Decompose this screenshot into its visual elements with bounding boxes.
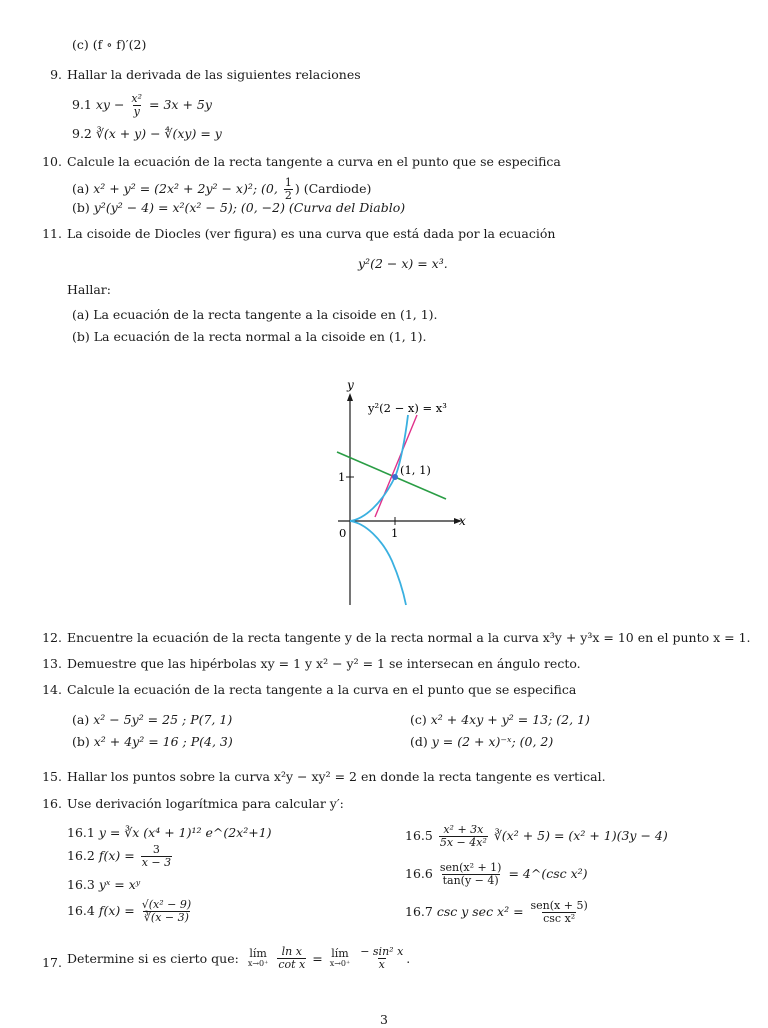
x-axis-label: x <box>459 514 466 528</box>
sub-item-16-2 <box>67 844 174 869</box>
question-text: Hallar los puntos sobre la curva x²y − xy² = 2 en donde la recta tangente es vertical. <box>67 769 606 784</box>
label: 9.2 <box>72 126 92 141</box>
fraction-1 <box>277 946 306 971</box>
label: (a) <box>72 307 90 322</box>
expression: yˣ = xʸ <box>98 877 141 892</box>
denominator: 5x − 4x² <box>439 836 487 850</box>
period: . <box>406 950 411 966</box>
question-text: Calcule la ecuación de la recta tangente a curva en el punto que se especifica <box>67 154 561 169</box>
question-number: 13. <box>42 656 62 671</box>
numerator: x² <box>131 92 143 105</box>
label: 16.4 <box>67 903 95 919</box>
expr-left: f(x) = <box>98 903 135 919</box>
numerator: ln x <box>281 945 302 958</box>
lim-word: lím <box>331 947 349 961</box>
fraction <box>439 824 488 849</box>
cissoid-figure <box>320 375 480 610</box>
question-number: 11. <box>42 226 62 241</box>
sub-item-16-1 <box>67 825 272 841</box>
sub-item-10a <box>72 177 371 202</box>
label: 16.7 <box>405 904 433 920</box>
fraction <box>530 900 589 925</box>
prev-item-c: (c) (f ∘ f)′(2) <box>72 37 147 52</box>
equals-sign: = <box>312 950 323 966</box>
y-axis-arrow <box>347 393 353 401</box>
fraction <box>284 177 293 202</box>
curve-label: y²(2 − x) = x³ <box>368 401 447 415</box>
denominator: x − 3 <box>141 856 172 870</box>
question-text: Calcule la ecuación de la recta tangente a la curva en el punto que se especifica <box>67 682 577 697</box>
expression: ∛(x + y) − ∜(xy) = y <box>95 126 222 141</box>
sub-item-11a <box>72 307 438 323</box>
numerator: sen(x + 5) <box>530 899 588 912</box>
label: 16.2 <box>67 848 95 864</box>
label: (b) <box>72 734 90 749</box>
text: La ecuación de la recta normal a la cisoide en (1, 1). <box>93 329 427 344</box>
numerator: 1 <box>284 176 292 189</box>
label: (a) <box>72 181 90 197</box>
question-17-line <box>67 946 410 971</box>
lim-sub: x→0⁺ <box>329 959 351 969</box>
denominator: tan(y − 4) <box>442 874 499 888</box>
question-number: 16. <box>42 796 62 811</box>
question-number: 9. <box>50 67 62 82</box>
fraction <box>141 844 172 869</box>
x-tick-label: 1 <box>391 526 399 540</box>
limit-2 <box>329 948 352 969</box>
numerator: √(x² − 9) <box>141 898 192 911</box>
sub-item-9-2 <box>72 126 222 142</box>
question-number: 15. <box>42 769 62 784</box>
sub-item-14c <box>410 712 590 728</box>
sub-item-9-1 <box>72 93 212 118</box>
sub-item-14a <box>72 712 232 728</box>
sub-item-14d <box>410 734 553 750</box>
denominator: csc x² <box>543 912 576 926</box>
denominator: cot x <box>278 958 306 972</box>
numerator: x² + 3x <box>443 823 484 836</box>
expr-left: xy − <box>95 97 125 113</box>
label: (c) <box>410 712 427 727</box>
sub-item-16-5 <box>405 824 668 849</box>
fraction <box>130 93 143 118</box>
page-number: 3 <box>380 1012 388 1027</box>
question-text: Use derivación logarítmica para calcular y′: <box>67 796 344 811</box>
expression: x² + 4y² = 16 ; P(4, 3) <box>93 734 233 749</box>
question-number: 12. <box>42 630 62 645</box>
y-axis-label: y <box>347 378 354 392</box>
sub-item-16-4 <box>67 899 194 924</box>
origin-label: 0 <box>339 526 347 540</box>
label: 9.1 <box>72 97 92 113</box>
question-number: 17. <box>42 955 62 970</box>
numerator: 3 <box>152 843 160 856</box>
label: 16.3 <box>67 877 95 892</box>
label: 16.5 <box>405 828 433 844</box>
sub-item-16-7 <box>405 900 591 925</box>
point-label: (1, 1) <box>400 463 431 477</box>
question-text: Encuentre la ecuación de la recta tangente y de la recta normal a la curva x³y + y³x = 10 en el punto x = 1. <box>67 630 751 645</box>
expression: y = (2 + x)⁻ˣ; (0, 2) <box>431 734 554 749</box>
question-text: Hallar la derivada de las siguientes relaciones <box>67 67 361 82</box>
label: (b) <box>72 200 90 215</box>
label: (b) <box>72 329 90 344</box>
sub-item-10b <box>72 200 405 216</box>
sub-item-16-6 <box>405 862 588 887</box>
denominator: x <box>378 958 385 972</box>
denominator: 2 <box>284 189 292 203</box>
display-equation <box>358 256 448 272</box>
equation: y²(2 − x) = x³. <box>358 256 448 271</box>
text: La ecuación de la recta tangente a la cisoide en (1, 1). <box>93 307 438 322</box>
lim-sub: x→0⁺ <box>247 959 269 969</box>
fraction <box>439 862 503 887</box>
expr-right: = 3x + 5y <box>149 97 212 113</box>
question-number: 10. <box>42 154 62 169</box>
sub-item-11b <box>72 329 427 345</box>
fraction <box>141 899 192 924</box>
sub-item-16-3 <box>67 877 140 893</box>
label: (a) <box>72 712 90 727</box>
point-1-1 <box>392 474 398 480</box>
expr-right: = 4^(csc x²) <box>508 866 588 882</box>
expression: x² − 5y² = 25 ; P(7, 1) <box>93 712 233 727</box>
expr-left: csc y sec x² = <box>436 904 524 920</box>
sub-item-14b <box>72 734 233 750</box>
denominator: y <box>133 105 140 119</box>
expression: x² + y² = (2x² + 2y² − x)²; (0, <box>93 181 282 197</box>
label: 16.6 <box>405 866 433 882</box>
expr-left: f(x) = <box>98 848 135 864</box>
expression: y²(y² − 4) = x²(x² − 5); (0, −2) (Curva del Diablo) <box>93 200 406 215</box>
expression: y = ∛x (x⁴ + 1)¹² e^(2x²+1) <box>98 825 272 840</box>
question-text: Determine si es cierto que: <box>67 950 239 966</box>
expression: x² + 4xy + y² = 13; (2, 1) <box>430 712 590 727</box>
label: (d) <box>410 734 428 749</box>
label: 16.1 <box>67 825 95 840</box>
y-tick-label: 1 <box>338 470 346 484</box>
question-text: La cisoide de Diocles (ver figura) es una curva que está dada por la ecuación <box>67 226 556 241</box>
expr-right: ∛(x² + 5) = (x² + 1)(3y − 4) <box>493 828 668 844</box>
numerator: − sin² x <box>360 945 404 958</box>
tail: ) (Cardiode) <box>294 181 372 197</box>
hallar-label: Hallar: <box>67 282 111 297</box>
question-number: 14. <box>42 682 62 697</box>
fraction-2 <box>359 946 404 971</box>
lim-word: lím <box>249 947 267 961</box>
numerator: sen(x² + 1) <box>439 861 502 874</box>
denominator: ∛(x − 3) <box>143 911 189 925</box>
limit-1 <box>247 948 270 969</box>
question-text: Demuestre que las hipérbolas xy = 1 y x² − y² = 1 se intersecan en ángulo recto. <box>67 656 581 671</box>
